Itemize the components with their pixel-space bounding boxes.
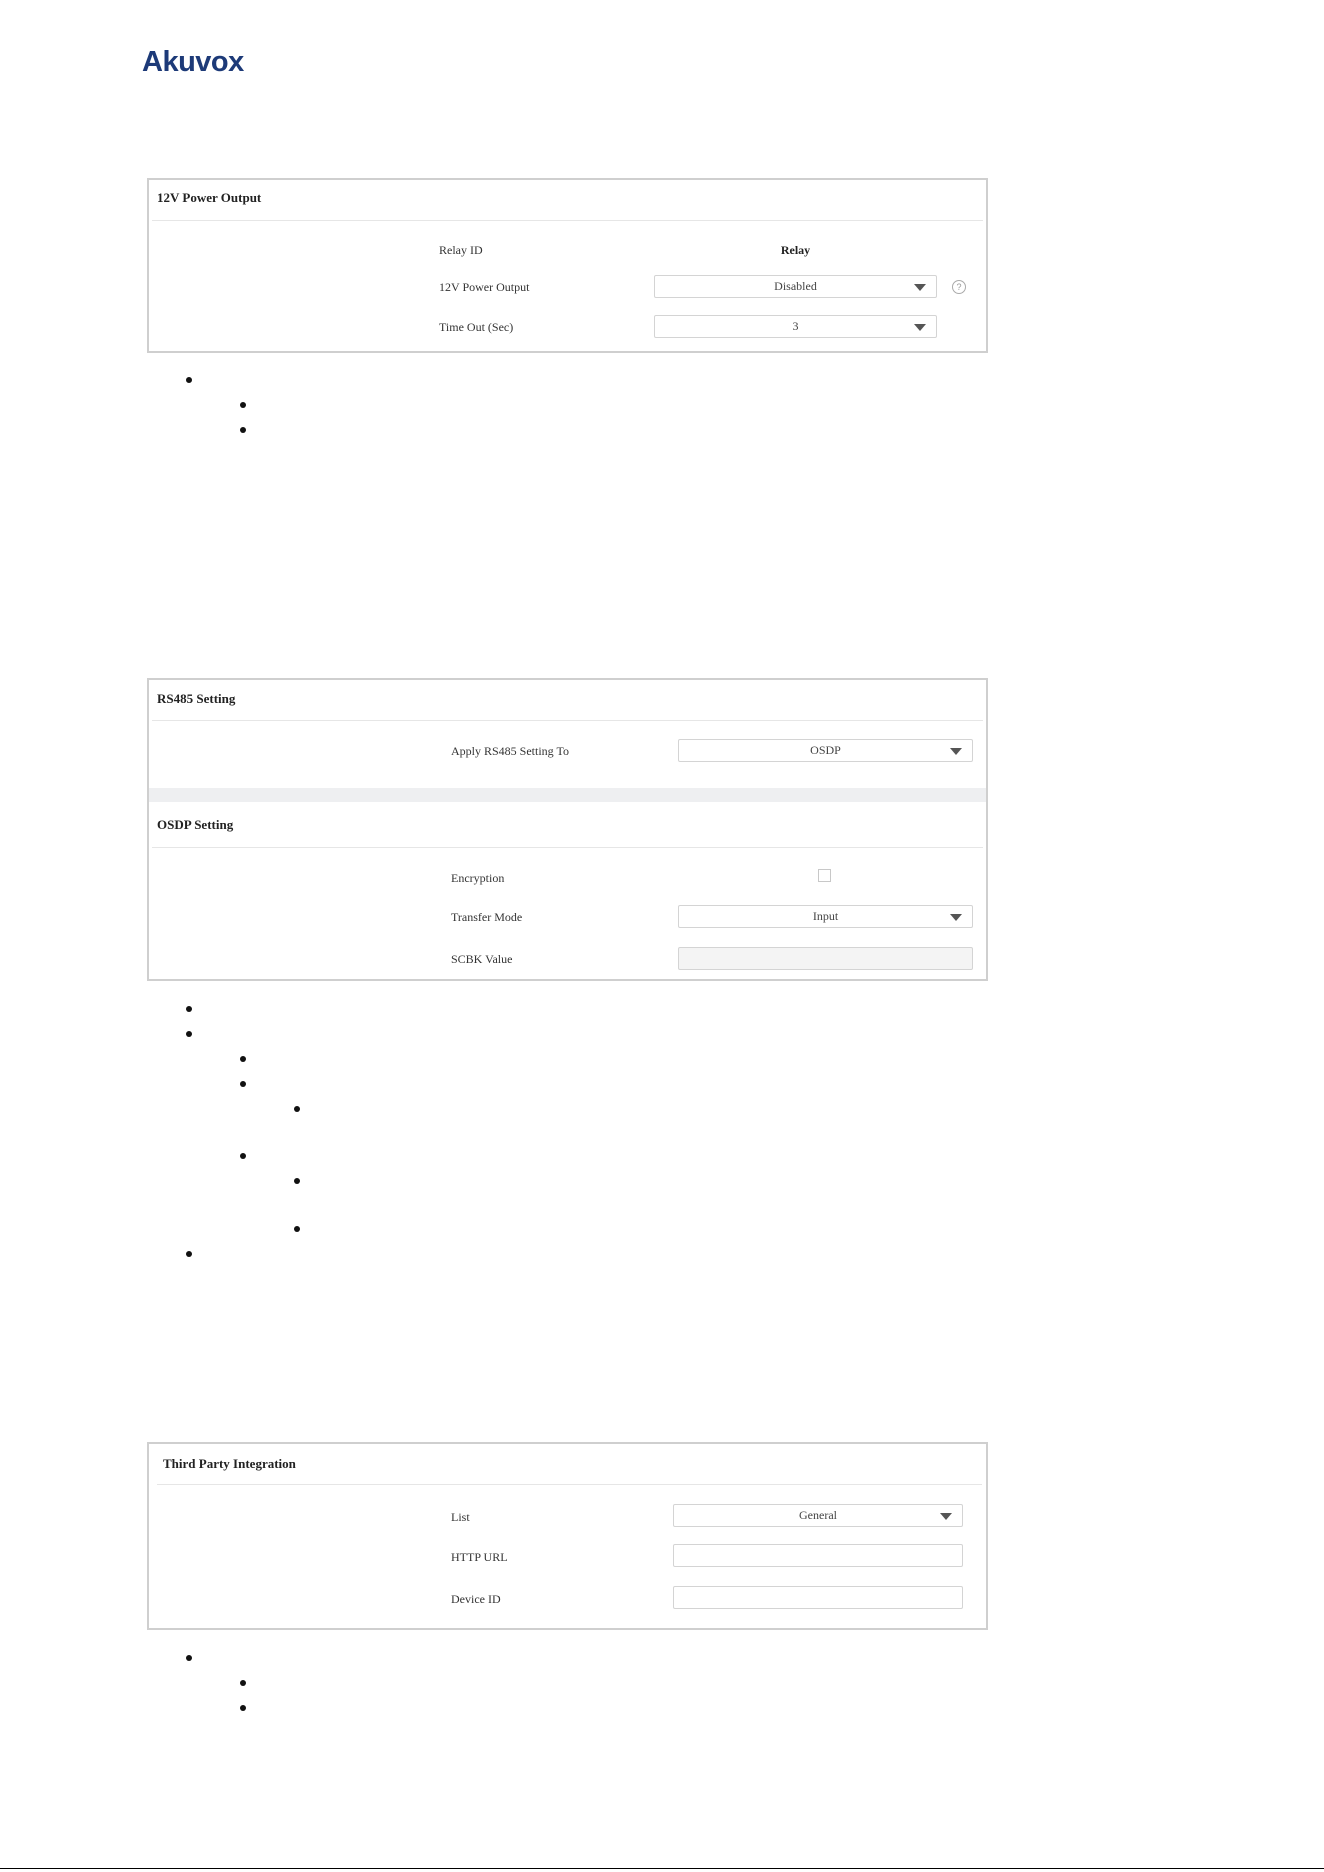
list-select[interactable]	[673, 1504, 963, 1527]
bullet-icon	[240, 402, 246, 408]
rs485-osdp-panel	[147, 678, 988, 981]
bullet-icon	[186, 1031, 192, 1037]
power-output-select-value: Disabled	[774, 279, 817, 293]
bullet-icon	[294, 1106, 300, 1112]
panel-title: RS485 Setting	[157, 691, 236, 706]
chevron-down-icon	[950, 914, 962, 921]
power-output-select[interactable]	[654, 275, 937, 298]
power-output-label: 12V Power Output	[439, 280, 530, 294]
list-select-value: General	[799, 1508, 837, 1522]
section-separator	[149, 788, 986, 802]
third-party-panel	[147, 1442, 988, 1630]
divider	[152, 847, 983, 848]
http-url-input[interactable]	[673, 1544, 963, 1567]
panel-title: 12V Power Output	[157, 190, 262, 205]
power-output-panel	[147, 178, 988, 353]
relay-id-label: Relay ID	[439, 243, 483, 257]
http-url-label: HTTP URL	[451, 1550, 508, 1564]
panel-title: Third Party Integration	[163, 1456, 296, 1471]
transfer-mode-select-value: Input	[812, 909, 839, 923]
device-id-label: Device ID	[451, 1592, 501, 1606]
timeout-select[interactable]	[654, 315, 937, 338]
encryption-checkbox[interactable]	[818, 869, 831, 882]
bullet-icon	[240, 427, 246, 433]
divider	[157, 1484, 982, 1485]
device-id-input[interactable]	[673, 1586, 963, 1609]
apply-rs485-select[interactable]	[678, 739, 973, 762]
bullet-icon	[240, 1153, 246, 1159]
timeout-select-value: 3	[792, 319, 799, 333]
divider	[152, 220, 983, 221]
bullet-icon	[186, 1655, 192, 1661]
list-label: List	[451, 1510, 470, 1524]
bullet-icon	[240, 1705, 246, 1711]
bullet-icon	[240, 1056, 246, 1062]
chevron-down-icon	[940, 1513, 952, 1520]
chevron-down-icon	[914, 284, 926, 291]
transfer-mode-label: Transfer Mode	[451, 910, 523, 924]
bullet-icon	[240, 1680, 246, 1686]
apply-rs485-select-value: OSDP	[810, 743, 841, 757]
scbk-label: SCBK Value	[451, 952, 513, 966]
bullet-icon	[186, 1006, 192, 1012]
bullet-icon	[186, 377, 192, 383]
bullet-icon	[294, 1178, 300, 1184]
timeout-label: Time Out (Sec)	[439, 320, 514, 334]
bullet-icon	[294, 1226, 300, 1232]
relay-id-value: Relay	[780, 243, 811, 257]
help-circle-icon[interactable]: ?	[952, 280, 966, 294]
transfer-mode-select[interactable]	[678, 905, 973, 928]
apply-rs485-label: Apply RS485 Setting To	[451, 744, 569, 758]
bullet-icon	[186, 1251, 192, 1257]
page-bottom-rule	[0, 1868, 1324, 1869]
encryption-label: Encryption	[451, 871, 505, 885]
akuvox-logo: Akuvox	[142, 46, 244, 78]
bullet-icon	[240, 1081, 246, 1087]
chevron-down-icon	[950, 748, 962, 755]
divider	[152, 720, 983, 721]
chevron-down-icon	[914, 324, 926, 331]
scbk-input[interactable]	[678, 947, 973, 970]
panel-title: OSDP Setting	[157, 817, 234, 832]
